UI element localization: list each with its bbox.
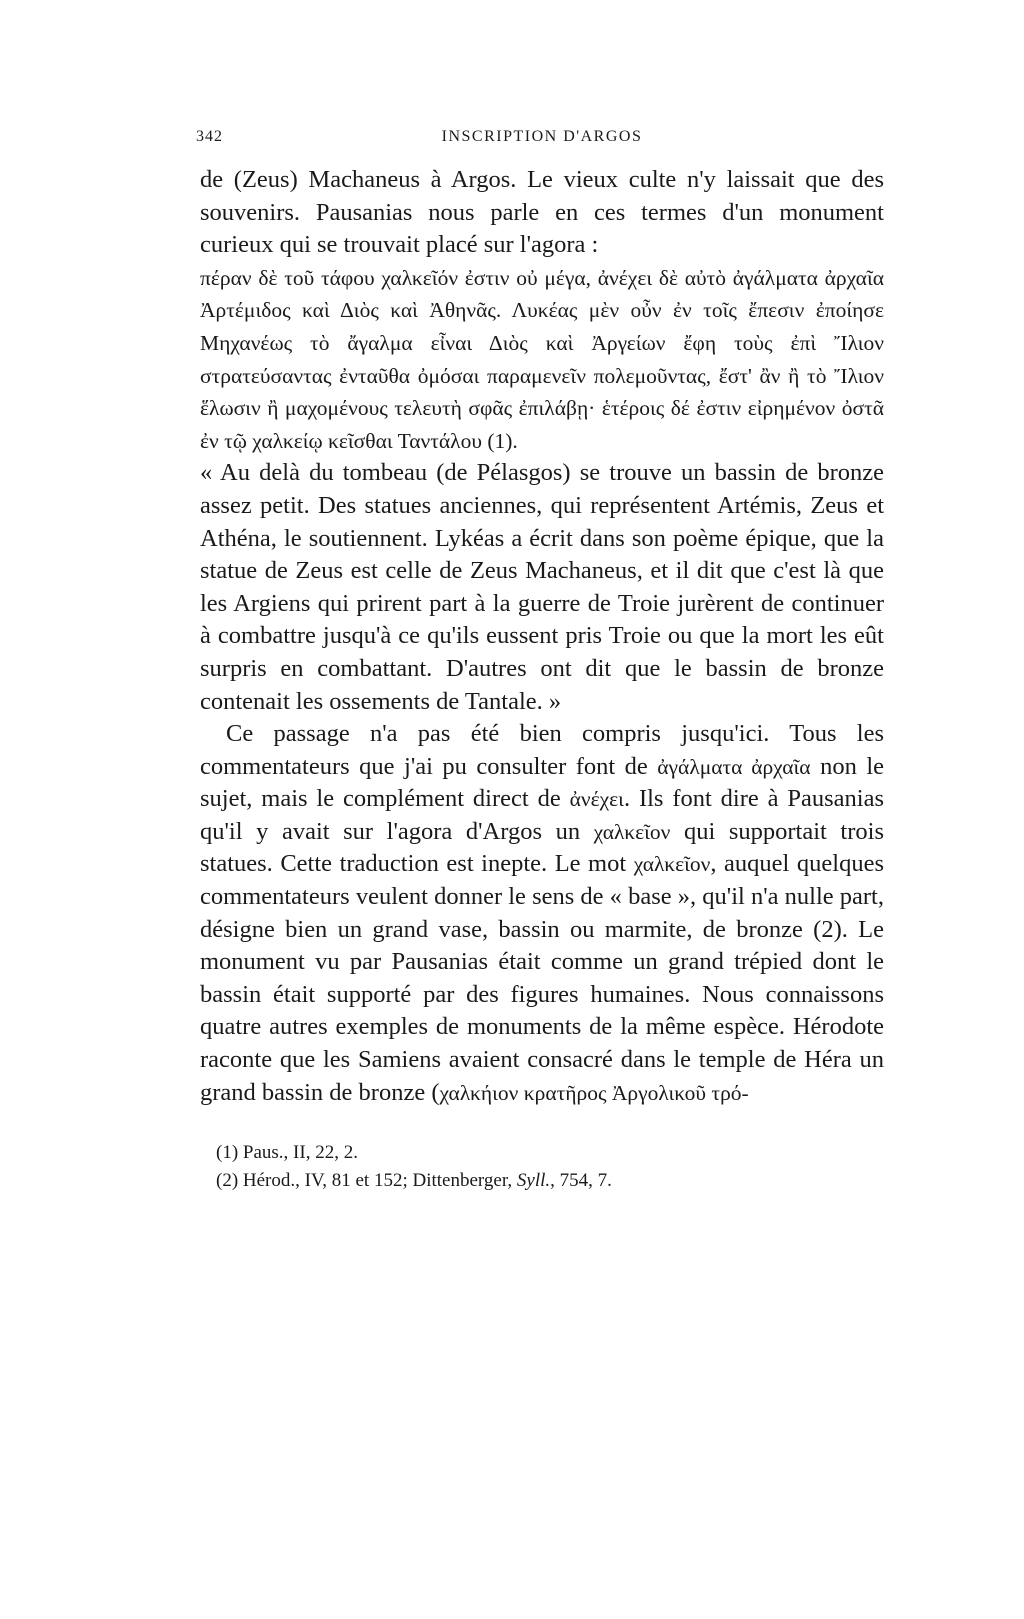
- footnote-2: [200, 1167, 884, 1195]
- body-text-2: [200, 457, 884, 1109]
- paragraph-2-translation: « Au delà du tombeau (de Pélasgos) se trouve un bassin de bronze assez petit. Des statues anciennes, qui représentent Artémis, Zeus et Athéna, le soutiennent. Lykéas a écrit dans son poème épique, que la statue de Zeus est celle de Zeus Machaneus, et il dit que c'est là que les Argiens qui prirent part à la guerre de Troie jurèrent de continuer à combattre jusqu'à ce qu'ils eussent pris Troie ou que la mort les eût surpris en combattant. D'autres ont dit que le bassin de bronze contenait les ossements de Tantale. »: [200, 459, 884, 715]
- footnotes: [200, 1139, 884, 1195]
- page-header: [196, 128, 884, 154]
- greek-term-chalkeion-2: χαλκεῖον: [633, 852, 711, 877]
- greek-quotation: [200, 262, 884, 458]
- greek-term-agalmata: ἀγάλματα ἀρχαῖα: [657, 754, 811, 779]
- paragraph-3-text-4: qui supportait trois statues. Cette traduction est inepte. Le mot: [200, 817, 884, 878]
- paragraph-1: de (Zeus) Machaneus à Argos. Le vieux culte n'y laissait que des souvenirs. Pausanias nous parle en ces termes d'un monument curieux qui se trouvait placé sur l'agora :: [200, 166, 884, 259]
- book-page: [196, 128, 884, 1195]
- footnote-1: (1) Paus., II, 22, 2.: [216, 1142, 358, 1164]
- footnote-2-italic: Syll.: [516, 1170, 551, 1192]
- paragraph-3-text-2: non le sujet, mais le complément direct de: [200, 752, 884, 813]
- greek-term-chalkeion-1: χαλκεῖον: [593, 819, 671, 844]
- footnote-2-text-a: (2) Hérod., IV, 81 et 152; Dittenberger,: [216, 1170, 517, 1192]
- greek-quote-text: πέραν δὲ τοῦ τάφου χαλκεῖόν ἐστιν οὐ μέγα, ἀνέχει δὲ αὐτὸ ἀγάλματα ἀρχαῖα Ἀρτέμιδος καὶ Διὸς καὶ Ἀθηνᾶς. Λυκέας μὲν οὖν ἐν τοῖς ἔπεσιν ἐποίησε Μηχανέως τὸ ἄγαλμα εἶναι Διὸς καὶ Ἀργείων ἔφη τοὺς ἐπὶ Ἴλιον στρατεύσαντας ἐνταῦθα ὀμόσαι παραμενεῖν πολεμοῦντας, ἔστ' ἂν ἢ τὸ Ἴλιον ἕλωσιν ἢ μαχομένους τελευτὴ σφᾶς ἐπιλάβῃ· ἑτέροις δέ ἐστιν εἰρημένον ὀστᾶ ἐν τῷ χαλκείῳ κεῖσθαι Ταντάλου (1).: [200, 265, 884, 453]
- paragraph-3-text-5: , auquel quelques commentateurs veulent donner le sens de « base », qu'il n'a nulle part, désigne bien un grand vase, bassin ou marmite, de bronze (2). Le monument vu par Pausanias était comme un grand trépied dont le bassin était supporté par des figures humaines. Nous connaissons quatre autres exemples de monuments de la même espèce. Hérodote raconte que les Samiens avaient consacré dans le temple de Héra un grand bassin de bronze (: [200, 850, 884, 1106]
- page-number: 342: [196, 128, 223, 145]
- greek-term-chalkeion-krateros: χαλκήιον κρατῆρος Ἀργολικοῦ τρό-: [439, 1080, 749, 1105]
- greek-term-anechei: ἀνέχει: [569, 787, 624, 812]
- footnote-2-text-b: , 754, 7.: [550, 1170, 612, 1192]
- paragraph-3-text-3: . Ils font dire à Pausanias qu'il y avait sur l'agora d'Argos un: [200, 785, 884, 845]
- paragraph-3-text-1: Ce passage n'a pas été bien compris jusqu'ici. Tous les commentateurs que j'ai pu consulter font de: [200, 720, 884, 780]
- paragraph-3: [200, 718, 884, 1109]
- running-title: INSCRIPTION D'ARGOS: [441, 128, 643, 145]
- body-text: [200, 164, 884, 262]
